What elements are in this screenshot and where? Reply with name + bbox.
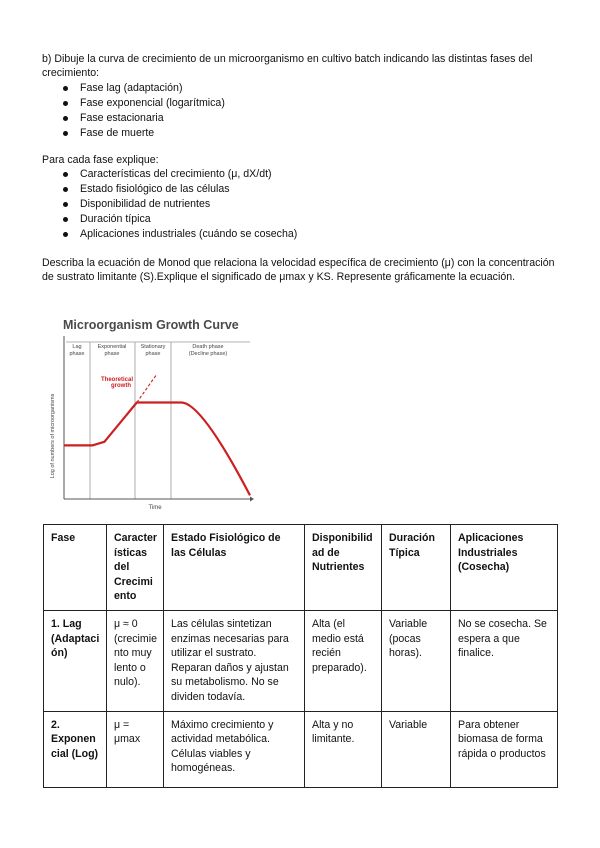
table-cell: 1. Lag (Adaptación) bbox=[44, 610, 107, 711]
table-header: Disponibilidad de Nutrientes bbox=[305, 525, 382, 611]
table-cell: Las células sintetizan enzimas necesarias para utilizar el sustrato. Reparan daños y ajustan su metabolismo. No se dividen todavía. bbox=[164, 610, 305, 711]
list-item: Características del crecimiento (μ, dX/dt) bbox=[58, 167, 297, 182]
table-header: Duración Típica bbox=[382, 525, 451, 611]
list-item: Estado fisiológico de las células bbox=[58, 182, 297, 197]
table-cell: Para obtener biomasa de forma rápida o productos bbox=[451, 711, 558, 787]
chart-plot bbox=[50, 316, 260, 516]
table-header-row bbox=[44, 525, 558, 611]
phase-label: Stationary bbox=[140, 344, 166, 350]
y-axis-label: Log of numbers of microorganisms bbox=[50, 393, 56, 479]
phase-label: Death phase bbox=[192, 344, 224, 350]
table-row bbox=[44, 711, 558, 787]
table-header: Características del Crecimiento bbox=[107, 525, 164, 611]
table-cell: Máximo crecimiento y actividad metabólica. Células viables y homogéneas. bbox=[164, 711, 305, 787]
list-item: Fase lag (adaptación) bbox=[58, 81, 225, 96]
list-item: Duración típica bbox=[58, 212, 297, 227]
phase-label: phase bbox=[69, 351, 85, 357]
explain-list bbox=[58, 167, 297, 241]
table-cell: μ = μmax bbox=[107, 711, 164, 787]
table-cell: Variable bbox=[382, 711, 451, 787]
explain-intro: Para cada fase explique: bbox=[42, 154, 159, 166]
table-header: Aplicaciones Industriales (Cosecha) bbox=[451, 525, 558, 611]
series-line-growth bbox=[64, 403, 250, 496]
table-cell: 2. Exponencial (Log) bbox=[44, 711, 107, 787]
phase-label: phase bbox=[104, 351, 120, 357]
x-axis-arrow bbox=[250, 497, 254, 502]
table-header: Estado Fisiológico de las Células bbox=[164, 525, 305, 611]
phase-label: phase bbox=[145, 351, 161, 357]
growth-curve-chart bbox=[50, 316, 260, 516]
phases-list bbox=[58, 81, 225, 141]
phase-label: (Decline phase) bbox=[188, 351, 228, 357]
table-cell: Alta y no limitante. bbox=[305, 711, 382, 787]
phase-label: Exponential bbox=[97, 344, 127, 350]
x-axis-label: Time bbox=[148, 505, 162, 511]
table-header: Fase bbox=[44, 525, 107, 611]
table-cell: μ ≈ 0 (crecimiento muy lento o nulo). bbox=[107, 610, 164, 711]
table-cell: No se cosecha. Se espera a que finalice. bbox=[451, 610, 558, 711]
question-intro: b) Dibuje la curva de crecimiento de un microorganismo en cultivo batch indicando las distintas fases del crecimiento: bbox=[42, 53, 533, 80]
table-cell: Alta (el medio está recién preparado). bbox=[305, 610, 382, 711]
series-line-theoretical bbox=[137, 374, 157, 403]
list-item: Fase estacionaria bbox=[58, 111, 225, 126]
monod-question: Describa la ecuación de Monod que relaciona la velocidad específica de crecimiento (μ) con la concentración de sustrato limitante (S).Explique el significado de μmax y KS. Represente gráficamente la ecuación. bbox=[42, 257, 555, 284]
list-item: Aplicaciones industriales (cuándo se cosecha) bbox=[58, 227, 297, 242]
table-row bbox=[44, 610, 558, 711]
table-cell: Variable (pocas horas). bbox=[382, 610, 451, 711]
annotation-label: growth bbox=[111, 383, 131, 389]
list-item: Fase exponencial (logarítmica) bbox=[58, 96, 225, 111]
annotation-label: Theoretical bbox=[100, 377, 134, 383]
chart-title: Microorganism Growth Curve bbox=[63, 318, 239, 332]
growth-phases-table bbox=[43, 524, 558, 788]
list-item: Disponibilidad de nutrientes bbox=[58, 197, 297, 212]
phase-label: Lag bbox=[72, 344, 82, 350]
list-item: Fase de muerte bbox=[58, 126, 225, 141]
